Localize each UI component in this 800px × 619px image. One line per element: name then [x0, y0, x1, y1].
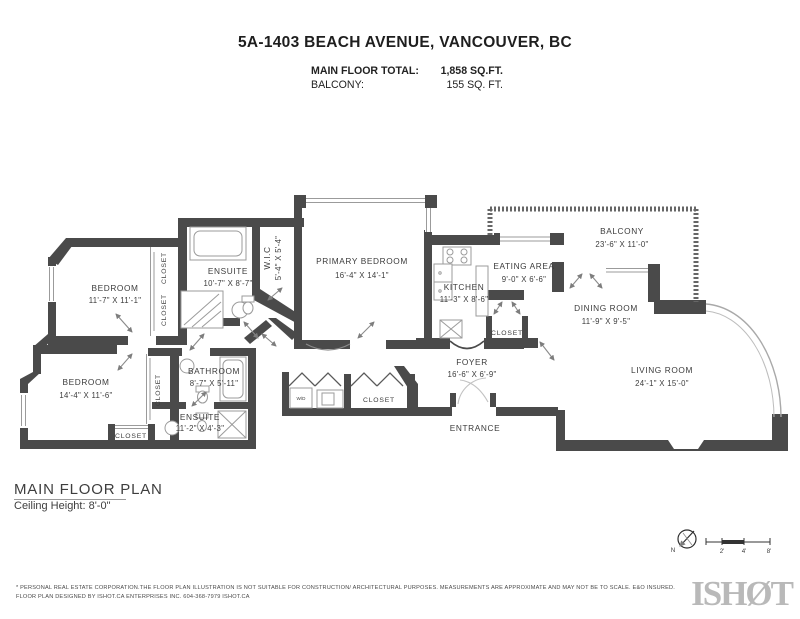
- closet-label: CLOSET: [155, 374, 162, 406]
- wic-label: W.I.C: [262, 246, 272, 270]
- bedroom-2-label: BEDROOM: [62, 377, 110, 387]
- closet-label: CLOSET: [161, 294, 168, 326]
- wd-label: W/D: [296, 396, 306, 401]
- curved-window-wall: [706, 304, 781, 417]
- total-value: 1,858 SQ.FT.: [440, 65, 503, 77]
- ceiling-height: Ceiling Height: 8'-0": [14, 500, 111, 512]
- primary-bedroom-dims: 16'-4" X 14'-1": [335, 271, 389, 280]
- balcony-label: BALCONY: [600, 226, 644, 236]
- living-room-label: LIVING ROOM: [631, 365, 693, 375]
- plan-address-title: 5A-1403 BEACH AVENUE, VANCOUVER, BC: [237, 34, 573, 51]
- bedroom-1-dims: 11'-7" X 11'-1": [88, 296, 142, 305]
- north-label: N: [670, 547, 676, 554]
- utility-box-icon: [317, 390, 343, 408]
- kitchen-label: KITCHEN: [443, 282, 485, 292]
- shower-icon: [181, 291, 223, 328]
- stove-icon: [443, 247, 471, 265]
- scale-8ft: 8': [766, 548, 772, 555]
- entrance-door-swing: [458, 378, 488, 404]
- ensuite-1-label: ENSUITE: [207, 266, 249, 276]
- walls: [20, 195, 788, 451]
- ensuite-2-label: ENSUITE: [179, 412, 221, 422]
- disclaimer: [16, 584, 706, 602]
- bedroom-2-dims: 14'-4" X 11'-6": [59, 391, 113, 400]
- kitchen-dims: 11'-3" X 8'-6": [439, 295, 489, 304]
- closet-label: CLOSET: [161, 252, 168, 284]
- dining-room-label: DINING ROOM: [574, 303, 638, 313]
- scale-4ft: 4': [741, 548, 747, 555]
- wic-dims: 5'-4" X 5'-4": [274, 235, 283, 281]
- bathroom-dims: 8'-7" X 5'-11": [189, 379, 239, 388]
- foyer-label: FOYER: [456, 357, 488, 367]
- scale-bar: [706, 538, 771, 555]
- ishot-logo: ISHØT: [691, 574, 792, 613]
- balcony-value: 155 SQ. FT.: [446, 79, 503, 91]
- living-room-dims: 24'-1" X 15'-0": [635, 379, 689, 388]
- fireplace-icon: [668, 440, 704, 449]
- primary-bedroom-label: PRIMARY BEDROOM: [316, 256, 408, 266]
- eating-area-dims: 9'-0" X 6'-6": [501, 275, 547, 284]
- plan-title-block: [14, 481, 163, 512]
- toilet-icon: [242, 296, 254, 314]
- balcony-label: BALCONY:: [311, 79, 364, 91]
- dishwasher-icon: [440, 320, 462, 338]
- ensuite-2-dims: 11'-2" X 4'-3": [175, 424, 225, 433]
- compass-icon: [678, 530, 696, 548]
- ensuite-1-dims: 10'-7" X 8'-7": [203, 279, 253, 288]
- plan-title: MAIN FLOOR PLAN: [14, 481, 163, 498]
- closet-label: CLOSET: [491, 330, 523, 337]
- foyer-dims: 16'-6" X 6'-9": [447, 370, 497, 379]
- bathtub-icon: [190, 227, 246, 260]
- disclaimer-line-2: FLOOR PLAN DESIGNED BY ISHOT.CA ENTERPRISES INC. 604-368-7979 ISHOT.CA: [16, 594, 250, 600]
- bathroom-label: BATHROOM: [187, 366, 241, 376]
- balcony-dims: 23'-6" X 11'-0": [595, 240, 649, 249]
- closet-label: CLOSET: [115, 433, 147, 440]
- dining-room-dims: 11'-9" X 9'-5": [581, 317, 631, 326]
- scale-2ft: 2': [719, 548, 725, 555]
- eating-area-label: EATING AREA: [493, 261, 555, 271]
- bedroom-1-label: BEDROOM: [91, 283, 139, 293]
- balcony-boundary: [490, 209, 696, 302]
- total-label: MAIN FLOOR TOTAL:: [311, 65, 419, 77]
- closet-label: CLOSET: [363, 397, 395, 404]
- entrance-label: ENTRANCE: [449, 423, 501, 433]
- disclaimer-line-1: * PERSONAL REAL ESTATE CORPORATION.THE FLOOR PLAN ILLUSTRATION IS NOT SUITABLE FOR CONSTRUCTION/ ARCHITECTURAL PURPOSES. MEASUREMENTS ARE APPROXIMATE AND MAY NOT BE TO SCALE. E&O INSURED.: [16, 585, 676, 591]
